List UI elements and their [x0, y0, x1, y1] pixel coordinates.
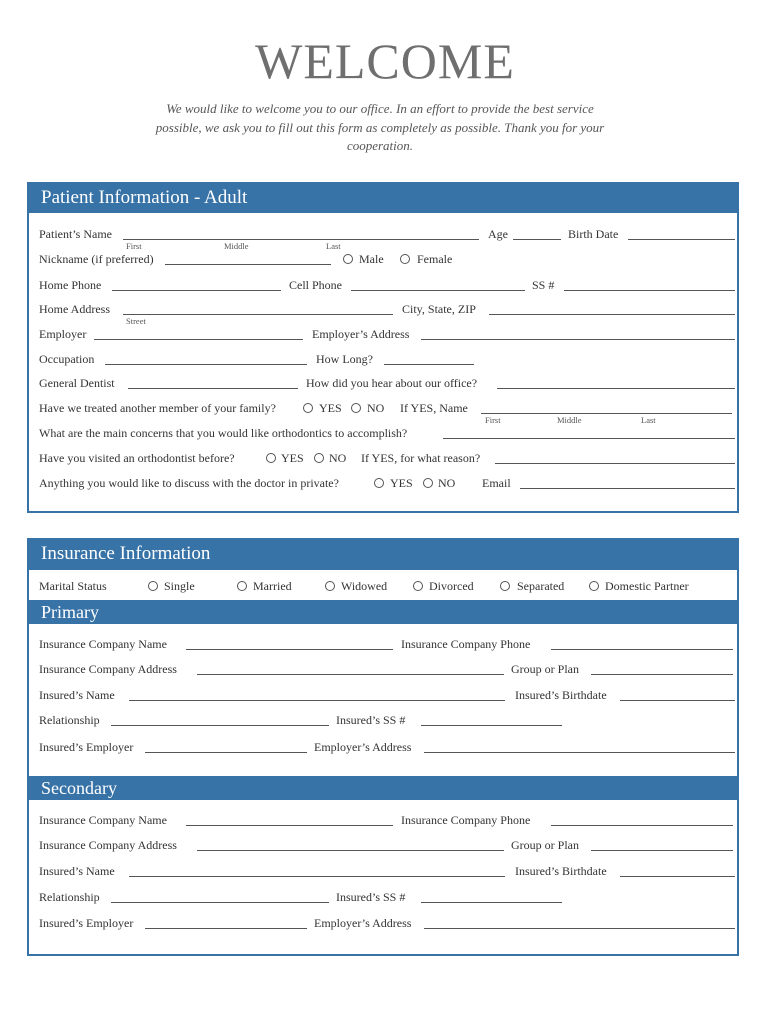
secondary-company-phone-field[interactable]	[551, 813, 733, 826]
secondary-group-plan-label: Group or Plan	[511, 838, 579, 852]
primary-insureds-name-field[interactable]	[129, 688, 505, 701]
how-long-label: How Long?	[316, 352, 373, 366]
family-no-radio[interactable]	[351, 403, 361, 413]
first-sublabel-2: First	[485, 415, 501, 425]
age-field[interactable]	[513, 227, 561, 240]
home-phone-label: Home Phone	[39, 278, 102, 292]
primary-insureds-ss-label: Insured’s SS #	[336, 713, 406, 727]
middle-sublabel-2: Middle	[557, 415, 582, 425]
primary-company-address-label: Insurance Company Address	[39, 662, 177, 676]
patient-section	[27, 182, 739, 513]
nickname-label: Nickname (if preferred)	[39, 252, 154, 266]
employer-label: Employer	[39, 327, 87, 341]
main-concerns-field[interactable]	[443, 426, 735, 439]
dentist-row	[39, 376, 731, 394]
secondary-insureds-employer-label: Insured’s Employer	[39, 916, 134, 930]
primary-company-name-label: Insurance Company Name	[39, 637, 167, 651]
ortho-yes-radio[interactable]	[266, 453, 276, 463]
primary-employers-address-label: Employer’s Address	[314, 740, 412, 754]
primary-insureds-ss-field[interactable]	[421, 713, 562, 726]
separated-radio[interactable]	[500, 581, 510, 591]
birth-date-field[interactable]	[628, 227, 735, 240]
first-sublabel: First	[126, 241, 142, 251]
single-label: Single	[164, 579, 195, 593]
family-row	[39, 401, 731, 425]
secondary-insureds-ss-field[interactable]	[421, 890, 562, 903]
secondary-insureds-birthdate-label: Insured’s Birthdate	[515, 864, 607, 878]
family-name-field[interactable]	[481, 401, 732, 414]
primary-group-plan-field[interactable]	[591, 662, 733, 675]
city-state-zip-label: City, State, ZIP	[402, 302, 476, 316]
family-yes-label: YES	[319, 401, 342, 415]
primary-company-phone-field[interactable]	[551, 637, 733, 650]
discuss-private-label: Anything you would like to discuss with the doctor in private?	[39, 476, 339, 490]
primary-insureds-employer-field[interactable]	[145, 740, 307, 753]
middle-sublabel: Middle	[224, 241, 249, 251]
primary-heading: Primary	[29, 600, 737, 624]
employer-row	[39, 327, 731, 345]
primary-relationship-label: Relationship	[39, 713, 100, 727]
secondary-company-row	[39, 813, 731, 831]
nickname-field[interactable]	[165, 252, 331, 265]
cell-phone-label: Cell Phone	[289, 278, 342, 292]
age-label: Age	[488, 227, 508, 241]
general-dentist-label: General Dentist	[39, 376, 115, 390]
street-sublabel: Street	[126, 316, 146, 326]
secondary-company-name-field[interactable]	[186, 813, 393, 826]
secondary-insureds-ss-label: Insured’s SS #	[336, 890, 406, 904]
employers-address-field[interactable]	[421, 327, 735, 340]
last-sublabel-2: Last	[641, 415, 656, 425]
secondary-heading: Secondary	[29, 776, 737, 800]
ortho-reason-field[interactable]	[495, 451, 735, 464]
email-field[interactable]	[520, 476, 735, 489]
marital-status-row	[39, 579, 731, 597]
private-no-label: NO	[438, 476, 456, 490]
primary-group-plan-label: Group or Plan	[511, 662, 579, 676]
primary-insureds-name-label: Insured’s Name	[39, 688, 115, 702]
secondary-insureds-birthdate-field[interactable]	[620, 864, 735, 877]
ss-label: SS #	[532, 278, 555, 292]
primary-relationship-row	[39, 713, 731, 731]
primary-company-address-field[interactable]	[197, 662, 504, 675]
secondary-insureds-name-label: Insured’s Name	[39, 864, 115, 878]
family-no-label: NO	[367, 401, 385, 415]
main-concerns-label: What are the main concerns that you would like orthodontics to accomplish?	[39, 426, 408, 440]
how-hear-label: How did you hear about our office?	[306, 376, 478, 390]
ortho-yes-label: YES	[281, 451, 304, 465]
patient-name-field[interactable]	[123, 227, 479, 240]
married-radio[interactable]	[237, 581, 247, 591]
secondary-insureds-employer-field[interactable]	[145, 916, 307, 929]
ortho-no-radio[interactable]	[314, 453, 324, 463]
address-row	[39, 302, 731, 326]
primary-address-row	[39, 662, 731, 680]
secondary-employers-address-label: Employer’s Address	[314, 916, 412, 930]
employer-field[interactable]	[94, 327, 303, 340]
nickname-row	[39, 252, 731, 270]
home-address-label: Home Address	[39, 302, 110, 316]
patient-name-row	[39, 227, 731, 251]
patient-name-label: Patient’s Name	[39, 227, 112, 241]
secondary-relationship-label: Relationship	[39, 890, 100, 904]
male-label: Male	[359, 252, 384, 266]
intro-text: We would like to welcome you to our office. In an effort to provide the best service possible, we ask you to fill out this form as completely as possible. Thank you for your cooperation.	[155, 101, 605, 153]
family-yes-radio[interactable]	[303, 403, 313, 413]
ortho-no-label: NO	[329, 451, 347, 465]
insurance-heading: Insurance Information	[29, 538, 737, 570]
occupation-row	[39, 352, 731, 370]
visited-ortho-label: Have you visited an orthodontist before?	[39, 451, 235, 465]
secondary-insured-row	[39, 864, 731, 882]
primary-company-row	[39, 637, 731, 655]
how-hear-field[interactable]	[497, 376, 735, 389]
secondary-relationship-row	[39, 890, 731, 908]
primary-company-phone-label: Insurance Company Phone	[401, 637, 531, 651]
last-sublabel: Last	[326, 241, 341, 251]
secondary-company-name-label: Insurance Company Name	[39, 813, 167, 827]
female-label: Female	[417, 252, 453, 266]
email-label: Email	[482, 476, 511, 490]
primary-insureds-employer-label: Insured’s Employer	[39, 740, 134, 754]
how-long-field[interactable]	[384, 352, 474, 365]
cell-phone-field[interactable]	[351, 278, 525, 291]
treated-member-label: Have we treated another member of your family?	[39, 401, 276, 415]
private-yes-radio[interactable]	[374, 478, 384, 488]
domestic-partner-radio[interactable]	[589, 581, 599, 591]
primary-employers-address-field[interactable]	[424, 740, 735, 753]
home-address-field[interactable]	[123, 302, 393, 315]
primary-insureds-birthdate-label: Insured’s Birthdate	[515, 688, 607, 702]
secondary-group-plan-field[interactable]	[591, 838, 733, 851]
if-yes-name-label: If YES, Name	[400, 401, 468, 415]
page-title: WELCOME	[255, 33, 515, 89]
primary-insureds-birthdate-field[interactable]	[620, 688, 735, 701]
divorced-radio[interactable]	[413, 581, 423, 591]
secondary-insureds-name-field[interactable]	[129, 864, 505, 877]
widowed-radio[interactable]	[325, 581, 335, 591]
concerns-row	[39, 426, 731, 444]
secondary-company-address-field[interactable]	[197, 838, 504, 851]
secondary-address-row	[39, 838, 731, 856]
city-state-zip-field[interactable]	[489, 302, 735, 315]
phone-row	[39, 278, 731, 296]
secondary-company-address-label: Insurance Company Address	[39, 838, 177, 852]
secondary-employer-row	[39, 916, 731, 934]
divorced-label: Divorced	[429, 579, 474, 593]
domestic-partner-label: Domestic Partner	[605, 579, 689, 593]
primary-employer-row	[39, 740, 731, 758]
single-radio[interactable]	[148, 581, 158, 591]
primary-company-name-field[interactable]	[186, 637, 393, 650]
birth-date-label: Birth Date	[568, 227, 619, 241]
general-dentist-field[interactable]	[128, 376, 298, 389]
separated-label: Separated	[517, 579, 565, 593]
occupation-field[interactable]	[105, 352, 307, 365]
orthodontist-row	[39, 451, 731, 469]
occupation-label: Occupation	[39, 352, 95, 366]
home-phone-field[interactable]	[112, 278, 281, 291]
insurance-section	[27, 538, 739, 956]
female-radio[interactable]	[400, 254, 410, 264]
secondary-employers-address-field[interactable]	[424, 916, 735, 929]
secondary-relationship-field[interactable]	[111, 890, 329, 903]
widowed-label: Widowed	[341, 579, 388, 593]
male-radio[interactable]	[343, 254, 353, 264]
married-label: Married	[253, 579, 292, 593]
primary-insured-row	[39, 688, 731, 706]
patient-heading: Patient Information - Adult	[29, 182, 737, 213]
ss-field[interactable]	[564, 278, 735, 291]
primary-relationship-field[interactable]	[111, 713, 329, 726]
private-row	[39, 476, 731, 494]
employers-address-label: Employer’s Address	[312, 327, 410, 341]
if-yes-reason-label: If YES, for what reason?	[361, 451, 481, 465]
marital-status-label: Marital Status	[39, 579, 107, 593]
secondary-company-phone-label: Insurance Company Phone	[401, 813, 531, 827]
private-yes-label: YES	[390, 476, 413, 490]
private-no-radio[interactable]	[423, 478, 433, 488]
